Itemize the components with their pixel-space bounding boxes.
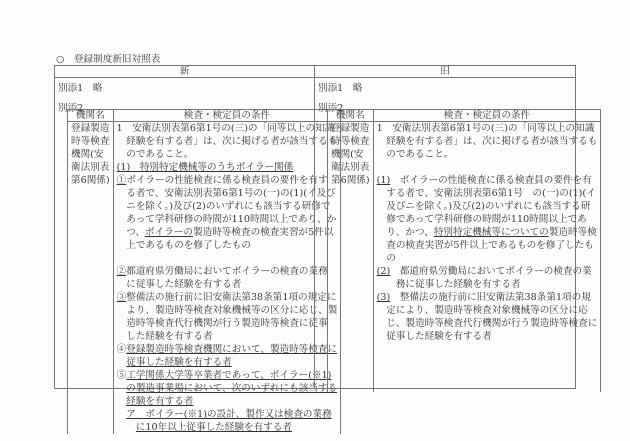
condition-text: 査の検査実習が5件以上であるものを修了したも — [376, 240, 594, 251]
new-col-conditions: 検査・検定員の条件 — [113, 110, 341, 122]
condition-text: る者で、安衛法別表第6第1号の(一)の(1)(イ及び — [116, 188, 336, 199]
condition-line — [117, 135, 338, 148]
condition-line — [117, 330, 338, 343]
amended-text: (2) — [376, 266, 391, 277]
condition-line — [377, 291, 598, 304]
old-col-org: 機関名 — [328, 110, 374, 122]
condition-line — [117, 408, 338, 421]
amended-text: 登録製造時等検査機関において、製造時等検査に — [126, 344, 338, 355]
condition-line — [377, 226, 598, 239]
condition-line — [117, 278, 338, 291]
condition-text: 都道府県労働局においてボイラーの検査の業 — [390, 266, 592, 277]
condition-text: する者で、安衛法別表第6第1号 の(一)の(1)(イ — [376, 188, 596, 199]
condition-line — [117, 343, 338, 356]
document-title: ○ 登録制度新旧対照表 — [56, 54, 161, 65]
amended-text: (3) — [376, 292, 391, 303]
condition-text: に従事した経験を有する者 — [116, 279, 242, 290]
condition-text — [117, 383, 127, 394]
condition-text: 従事した経験を有する者 — [376, 331, 492, 342]
new-attach1: 別添1 略 — [58, 83, 103, 94]
condition-line — [117, 213, 338, 226]
condition-line — [117, 395, 338, 408]
condition-text: 造時等検査代行機関が行う製造時等検査に従事 — [116, 318, 328, 329]
condition-line — [117, 148, 338, 161]
new-org-cell — [68, 122, 114, 435]
condition-text: ボイラーの性能検査に係る検査員の要件を有す — [126, 175, 328, 186]
condition-line — [117, 122, 338, 135]
org-name-line: 登録製造 — [331, 123, 370, 134]
condition-text: あって学科研修の時間が110時間以上であり、か — [116, 214, 337, 225]
amended-text: 特別特定機械等についての — [433, 227, 549, 238]
condition-line — [377, 148, 598, 161]
condition-text: 都道府県労働局においてボイラーの検査の業務 — [126, 266, 328, 277]
amended-text: ア ボイラー(※1)の設計、製作又は検査の業務 — [126, 409, 332, 420]
org-name-line: 衛法別表 — [331, 162, 370, 173]
condition-text: 上であるものを修了したもの — [116, 240, 251, 251]
old-col-conditions: 検査・検定員の条件 — [373, 110, 601, 122]
old-attach1: 別添1 略 — [318, 83, 363, 94]
condition-text: の — [376, 253, 396, 264]
amended-text: ② — [116, 266, 127, 277]
condition-line — [117, 356, 338, 369]
condition-line — [377, 317, 598, 330]
old-org-cell — [328, 122, 374, 392]
org-name-line: 衛法別表 — [71, 162, 110, 173]
new-column — [54, 65, 338, 433]
condition-text: 整備法の施行前に旧安衛法第38条第1項の規 — [390, 292, 591, 303]
condition-text — [117, 422, 136, 433]
org-name-line: 時等検査 — [331, 136, 370, 147]
amended-text: (1) — [376, 175, 391, 186]
condition-text: 務に従事した経験を有する者 — [376, 279, 521, 290]
condition-text: ニを除く。)及び(2)のいずれにも該当する研修で — [116, 201, 331, 212]
condition-line — [117, 174, 338, 187]
condition-text: 製造時等検査の検査実習が5件以 — [193, 227, 334, 238]
condition-text: 経験を有する者」は、次に掲げる者が該当するも — [116, 136, 338, 147]
condition-line — [117, 304, 338, 317]
condition-line — [377, 330, 598, 343]
condition-line — [377, 187, 598, 200]
condition-line — [117, 421, 338, 434]
new-table — [67, 109, 341, 434]
condition-line — [377, 265, 598, 278]
condition-text — [117, 396, 127, 407]
condition-line — [117, 200, 338, 213]
condition-line — [377, 304, 598, 317]
condition-text: 修であって学科研修の時間が110時間以上であ — [376, 214, 587, 225]
condition-line — [117, 187, 338, 200]
condition-text — [117, 409, 127, 420]
new-col-org: 機関名 — [68, 110, 114, 122]
amended-text: ボイラーの — [145, 227, 194, 238]
condition-text: 整備法の施行前に旧安衛法第38条第1項の規定に — [126, 292, 337, 303]
amended-text: ① — [116, 175, 127, 186]
org-name-line: 時等検査 — [71, 136, 110, 147]
amended-text: ③ — [116, 292, 127, 303]
condition-line — [117, 369, 338, 382]
amended-text: (1) 特別特定機械等のうちボイラー関係 — [116, 162, 294, 173]
condition-line — [377, 135, 598, 148]
new-conditions-cell — [113, 122, 341, 435]
org-name-line: 登録製造 — [71, 123, 110, 134]
condition-line — [117, 226, 338, 239]
condition-text: ボイラーの性能検査に係る検査員の要件を有 — [390, 175, 592, 186]
old-column — [314, 65, 598, 389]
new-attach2: 別添2 — [58, 103, 84, 114]
condition-line — [117, 291, 338, 304]
amended-text: 経験を有する者 — [126, 396, 194, 407]
condition-line — [377, 213, 598, 226]
condition-line — [117, 161, 338, 174]
condition-text: ⑤ — [116, 370, 127, 381]
condition-line — [117, 265, 338, 278]
condition-line — [117, 382, 338, 395]
condition-line — [377, 252, 598, 265]
condition-text: のであること。 — [376, 149, 454, 160]
condition-text: じ、製造時等検査代行機関が行う製造時等検査に — [376, 318, 598, 329]
condition-text: つ、 — [116, 227, 146, 238]
condition-text: り、かつ、 — [376, 227, 434, 238]
condition-text: 1 安衛法別表第6第1号の(三)の「同等以上の知識 — [116, 123, 335, 134]
condition-line — [117, 239, 338, 252]
condition-line — [377, 239, 598, 252]
condition-line — [377, 122, 598, 135]
condition-line — [117, 252, 338, 265]
condition-text: 1 安衛法別表第6第1号の(三)の「同等以上の知識 — [376, 123, 595, 134]
condition-text: 製造時等検 — [548, 227, 597, 238]
condition-line — [377, 161, 598, 174]
amended-text: に10年以上従事した経験を有する者 — [135, 422, 292, 433]
condition-text: より、製造時等検査対象機械等の区分に応じ、製 — [116, 305, 338, 316]
condition-text: ④ — [116, 344, 127, 355]
condition-text: 及びニを除く。)及び(2)のいずれにも該当する研 — [376, 201, 591, 212]
condition-text — [117, 357, 127, 368]
old-table — [327, 109, 601, 392]
org-name-line: 機関(安 — [71, 149, 104, 160]
amended-text: 工学関係大学等卒業者であって、ボイラー(※1) — [126, 370, 332, 381]
old-conditions-cell — [373, 122, 601, 392]
condition-text: 経験を有する者」は、次に掲げる者が該当するも — [376, 136, 598, 147]
old-header: 旧 — [315, 66, 575, 78]
condition-text: のであること。 — [116, 149, 194, 160]
condition-line — [377, 174, 598, 187]
org-name-line: 第6関係) — [331, 175, 370, 186]
new-header: 新 — [55, 66, 314, 78]
old-attach2: 別添2 — [318, 103, 344, 114]
condition-line — [377, 278, 598, 291]
condition-text: 定により、製造時等検査対象機械等の区分に応 — [376, 305, 588, 316]
amended-text: の製造事業場において、次のいずれにも該当する — [126, 383, 338, 394]
condition-text: した経験を有する者 — [116, 331, 213, 342]
org-name-line: 第6関係) — [71, 175, 110, 186]
condition-line — [377, 200, 598, 213]
condition-line — [117, 317, 338, 330]
org-name-line: 機関(安 — [331, 149, 364, 160]
amended-text: 従事した経験を有する者 — [126, 357, 232, 368]
